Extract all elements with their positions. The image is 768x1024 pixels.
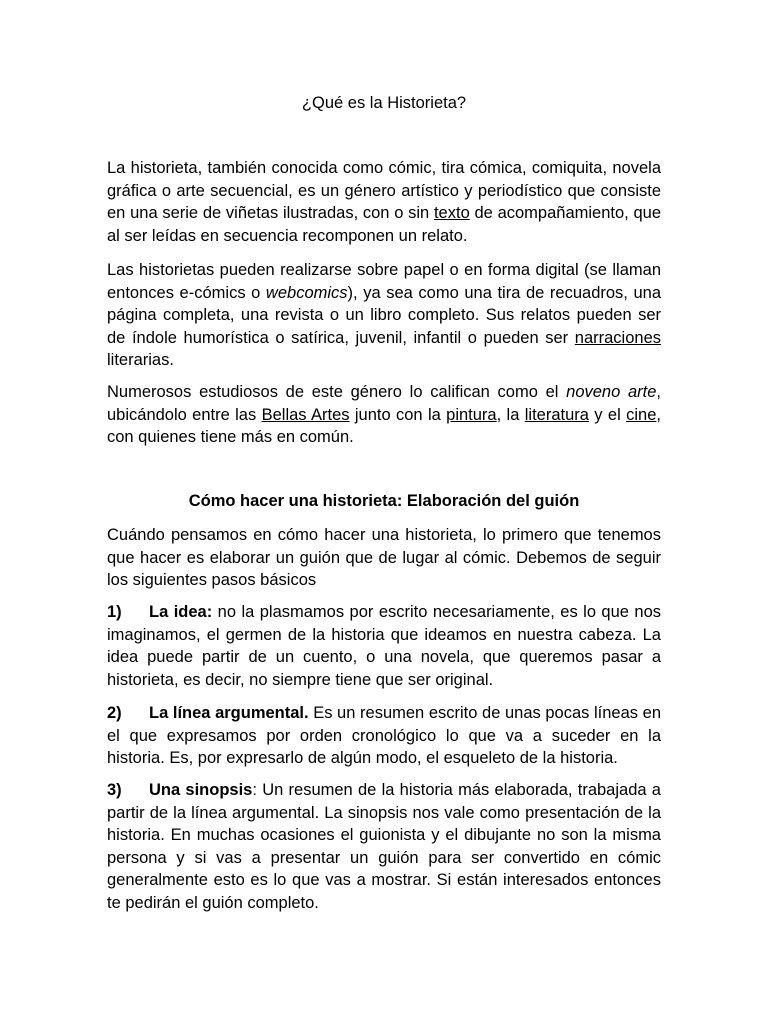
- paragraph-text: junto con la: [349, 405, 447, 424]
- link-narraciones[interactable]: narraciones: [574, 328, 661, 347]
- paragraph-intro: Cuándo pensamos en cómo hacer una historieta, lo primero que tenemos que hacer es elaborar un guión que de lugar al cómic. Debemos de seguir los siguientes pasos básicos: [107, 526, 661, 589]
- paragraph-noveno-arte: [107, 381, 661, 449]
- link-literatura[interactable]: literatura: [524, 405, 589, 424]
- step-number: 3): [107, 781, 122, 799]
- emphasis-noveno-arte: noveno arte: [566, 383, 657, 401]
- emphasis-webcomics: webcomics: [265, 283, 348, 302]
- list-item: [107, 779, 661, 914]
- section-heading: Cómo hacer una historieta: Elaboración del guión: [188, 492, 580, 510]
- step-term: Una sinopsis: [149, 781, 253, 799]
- paragraph-text: Las historietas pueden realizarse sobre papel o en forma digital (se llaman entonces e-cómics o: [107, 261, 661, 302]
- step-text: no la plasmamos por escrito necesariamente, es lo que nos imaginamos, el germen de la historia que ideamos en nuestra cabeza. La idea puede partir de un cuento, o una novela, que queremos pasar a historieta, es decir, no siempre tiene que ser original.: [107, 603, 662, 689]
- step-text: Es un resumen escrito de unas pocas líneas en el que expresamos por orden cronológico lo que va a suceder en la historia. Es, por expresarlo de algún modo, el esqueleto de la historia.: [107, 704, 661, 767]
- paragraph-text: y el: [588, 405, 627, 424]
- paragraph-text: , ubicándolo entre las: [107, 383, 662, 424]
- paragraph-formats: [107, 259, 661, 372]
- step-term: La línea argumental.: [149, 704, 309, 722]
- step-number: 1): [107, 603, 122, 621]
- link-pintura[interactable]: pintura: [446, 405, 497, 424]
- step-text: : Un resumen de la historia más elaborada, trabajada a partir de la línea argumental. La sinopsis nos vale como presentación de la historia. En muchas ocasiones el guionista y el dibujante no son la misma persona y si vas a presentar un guión para ser convertido en cómic generalmente esto es lo que vas a mostrar. Si están interesados entonces te pedirán el guión completo.: [107, 781, 661, 912]
- link-cine[interactable]: cine: [626, 405, 657, 424]
- step-number: 2): [107, 704, 122, 722]
- paragraph-definition: [107, 157, 661, 247]
- link-texto[interactable]: texto: [433, 204, 470, 222]
- list-item: [107, 702, 661, 770]
- paragraph-text: , la: [496, 405, 525, 424]
- list-item: [107, 601, 661, 691]
- link-bellas-artes[interactable]: Bellas Artes: [261, 405, 350, 424]
- step-term: La idea:: [149, 603, 213, 621]
- paragraph-text: La historieta, también conocida como cómic, tira cómica, comiquita, novela gráfica o arte secuencial, es un género artístico y periodístico que consiste en una serie de viñetas ilustradas, con o sin: [107, 159, 661, 222]
- paragraph-text: literarias.: [107, 351, 174, 369]
- paragraph-text: de acompañamiento, que al ser leídas en secuencia recomponen un relato.: [107, 204, 661, 245]
- paragraph-text: ), ya sea como una tira de recuadros, una página completa, una revista o un libro completo. Sus relatos pueden ser de índole humorística o satírica, juvenil, infantil o pueden ser: [107, 283, 661, 347]
- document-title: ¿Qué es la Historieta?: [301, 94, 467, 112]
- paragraph-text: Numerosos estudiosos de este género lo califican como el: [107, 383, 567, 401]
- paragraph-text: , con quienes tiene más en común.: [107, 405, 661, 446]
